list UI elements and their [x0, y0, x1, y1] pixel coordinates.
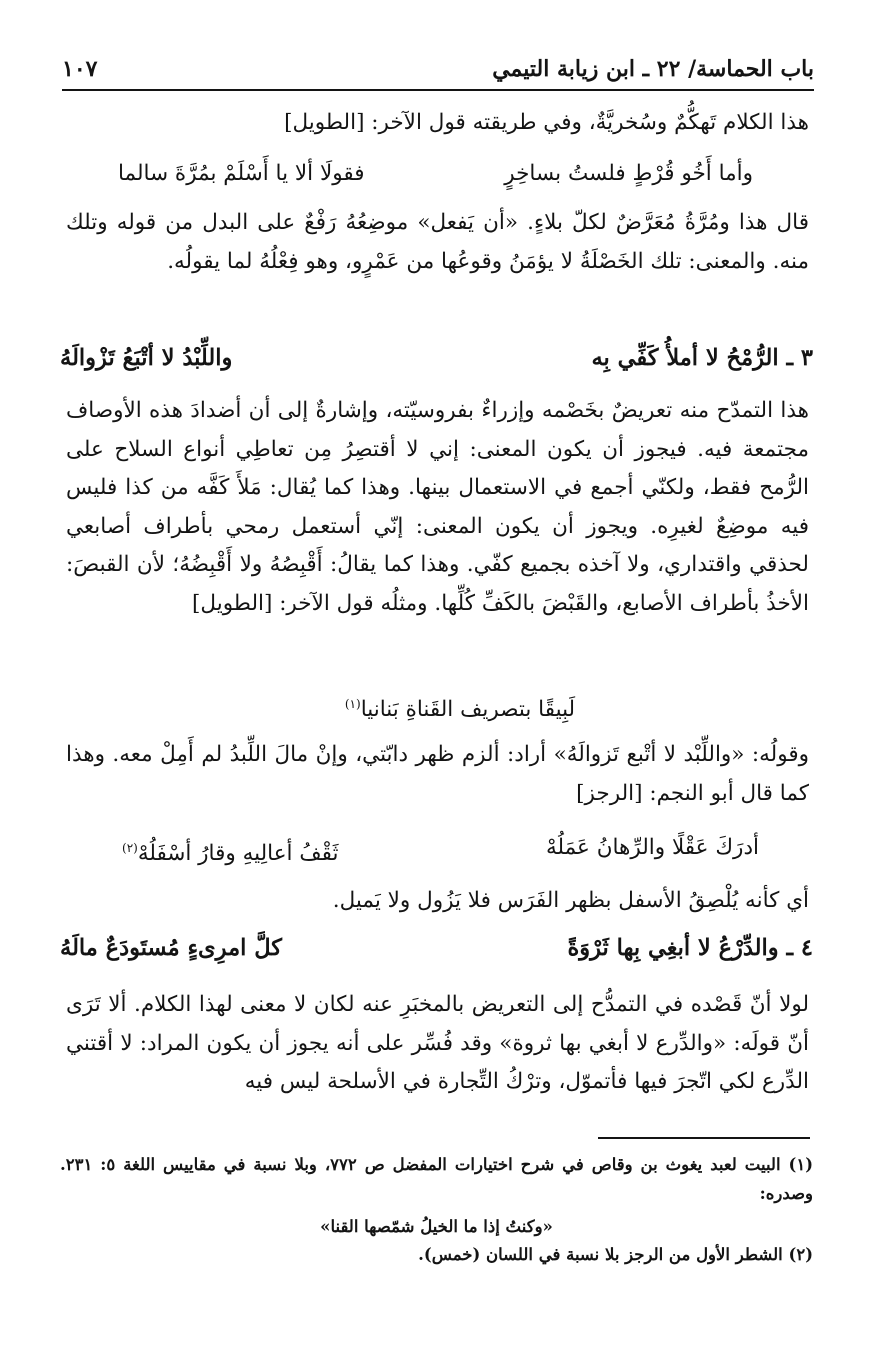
footnote-1: [60, 1150, 813, 1208]
footnote-1-quote: [60, 1212, 813, 1241]
half-verse-text: لَبِيقًا بتصريف القَناةِ بَنانيا: [360, 697, 576, 723]
paragraph-6: [66, 986, 809, 1102]
footnote-2-text: الشطر الأول من الرجز بلا نسبة في اللسان (خمس).: [418, 1245, 783, 1264]
verse-4-first-hemistich: ٤ ـ والدِّرْعُ لا أبغِي بِها ثَرْوَةً: [567, 935, 813, 961]
rajaz-second-hemistich-group: [122, 830, 338, 872]
paragraph-2: [66, 204, 809, 281]
intro-line: [66, 104, 809, 143]
rajaz-second-hemistich: ثَقْفُ أعالِيهِ وقارُ أسْفَلُهْ: [137, 841, 339, 867]
rajaz-verse: [66, 830, 813, 866]
footnote-1-text: البيت لعبد يغوث بن وقاص في شرح اختيارات المفضل ص ٧٧٢، وبلا نسبة في مقاييس اللغة ٥: ٢٣١. وصدره:: [60, 1155, 813, 1203]
verse-3-second-hemistich: واللِّبْدُ لا أتْبَعُ تَزْوالَهُ: [60, 345, 233, 371]
paragraph-3: [66, 392, 809, 623]
footnote-2-marker: (٢): [788, 1245, 813, 1264]
footnote-2: [60, 1240, 813, 1269]
intro-text: هذا الكلام تَهكُّمٌ وسُخريَّةٌ، وفي طريقته قول الآخر: [الطويل]: [284, 110, 809, 135]
verse-1-second-hemistich: فقولَا ألا يا أَسْلَمْ بمُرَّةَ سالما: [118, 161, 365, 186]
paragraph-2-text: قال هذا ومُرَّةُ مُعَرَّضٌ لكلّ بلاءٍ. «أن يَفعل» موضِعُهُ رَفْعٌ على البدل من قوله وتلك منه. والمعنى: تلك الخَصْلَةُ لا يؤمَنُ وقوعُها من عَمْرٍو، وهو فِعْلُهُ لما يقولُه.: [66, 210, 809, 274]
page-number: ١٠٧: [62, 56, 98, 82]
paragraph-5-text: أي كأنه يُلْصِقُ الأسفل بظهر الفَرَس فلا يَزُول ولا يَميل.: [332, 888, 809, 913]
running-header-title: باب الحماسة/ ٢٢ ـ ابن زيابة التيمي: [492, 56, 814, 82]
verse-3-first-hemistich: ٣ ـ الرُّمْحُ لا أملأُ كَفِّي بِه: [591, 345, 813, 371]
footnote-1-marker: (١): [788, 1155, 813, 1174]
verse-1-first-hemistich: وأما أَخُو قُرْطٍ فلستُ بساخِرٍ: [504, 161, 753, 186]
verse-4-second-hemistich: كلَّ امرِىءٍ مُستَودَعٌ مالَهُ: [60, 935, 282, 961]
footnote-1-quote-text: «وكنتُ إذا ما الخيلُ شمّصها القنا»: [320, 1217, 553, 1236]
verse-4: [60, 930, 813, 966]
paragraph-3-text: هذا التمدّح منه تعريضٌ بخَصْمه وإزراءٌ بفروسيّته، وإشارةٌ إلى أن أضدادَ هذه الأوصاف مجتمعة فيه. فيجوز أن يكون المعنى: إني لا أقتصِرُ مِن تعاطِي أنواع السلاح على الرُّمح فقط، ولكنّي أجمع في الاستعمال بينها. وهذا كما يُقال: مَلأَ كَفَّه من كذا فليس فيه موضِعٌ لغيرِه. ويجوز أن يكون المعنى: إنّي أستعمل رمحي بأطراف أصابعي لحذقي واقتداري، ولا آخذه بجميع كفّي. وهذا كما يقالُ: أَقْبِصُهُ ولا أَقْبِضُهُ؛ لأن القبصَ: الأخذُ بأطراف الأصابع، والقَبْضَ بالكَفِّ كُلِّها. ومثلُه قول الآخر: [الطويل]: [66, 398, 809, 616]
footnote-ref-2: (٢): [122, 841, 138, 855]
verse-1: [66, 156, 813, 192]
header-rule: [62, 89, 814, 91]
rajaz-first-hemistich: أدرَكَ عَقْلًا والرِّهانُ عَمَلُهْ: [545, 835, 759, 860]
footnote-rule: [598, 1137, 810, 1139]
half-verse: [300, 686, 620, 722]
paragraph-4-text: وقولُه: «واللِّبْد لا أتْبع تَزوالَهُ» أراد: ألزم ظهر دابّتي، وإنْ مالَ اللِّبدُ لم أَمِلْ معه. وهذا كما قال أبو النجم: [الرجز]: [66, 742, 809, 806]
paragraph-4: [66, 736, 809, 813]
verse-3: [60, 340, 813, 376]
footnote-ref-1: (١): [344, 697, 361, 711]
paragraph-6-text: لولا أنّ قَصْده في التمدُّح إلى التعريض بالمخبَرِ عنه لكان لا معنى لهذا الكلام. ألا تَرَى أنّ قولَه: «والدِّرع لا أبغي بها ثروة» وقد فُسِّر على أنه يجوز أن يكون المراد: لا أقتني الدِّرع لكي اتّجرَ فيها فأتموّل، وترْكُ التِّجارة في الأسلحة ليس فيه: [66, 992, 809, 1094]
paragraph-5: [66, 882, 809, 921]
